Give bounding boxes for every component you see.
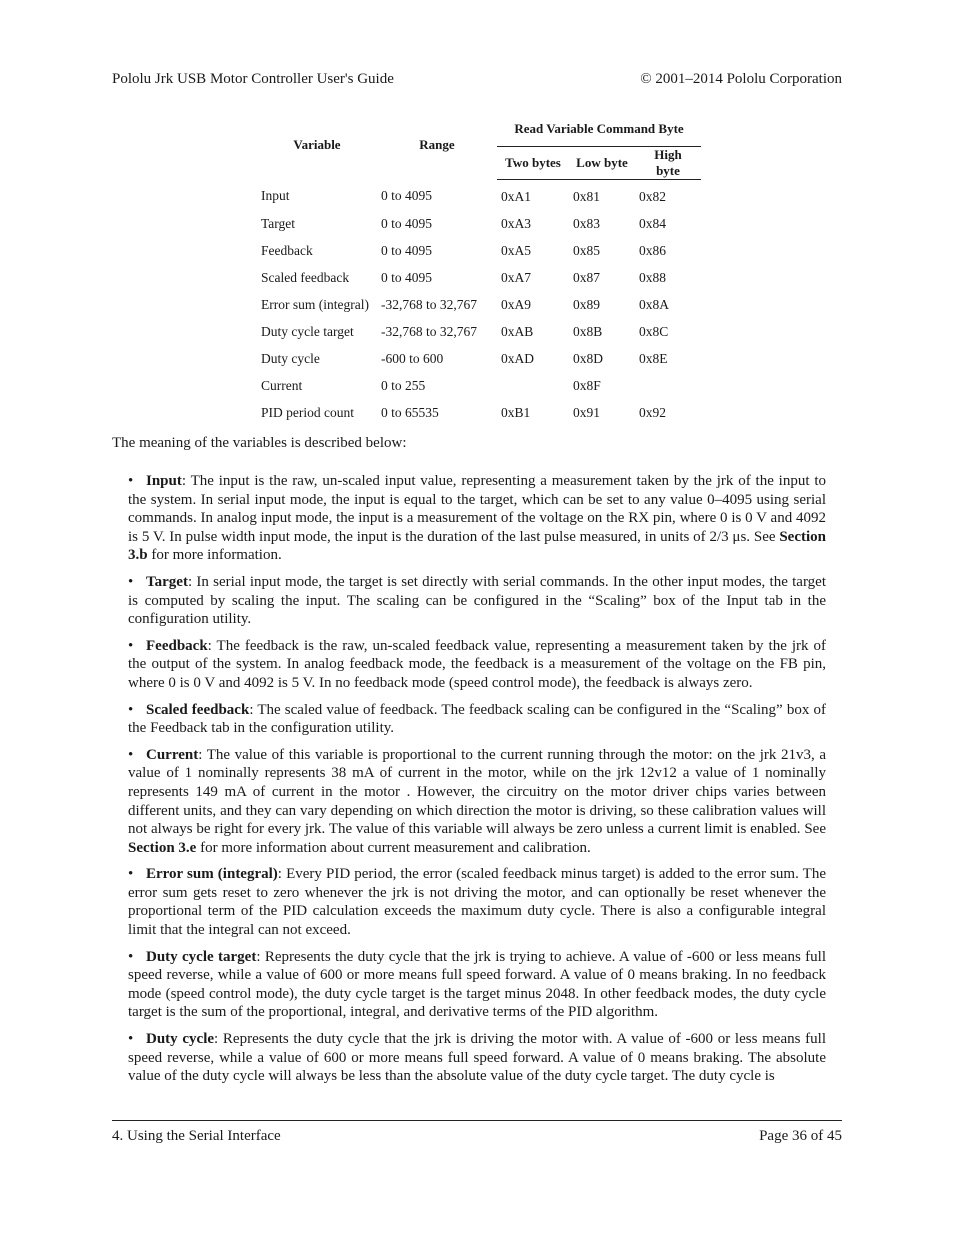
col-header-variable: Variable — [293, 136, 341, 152]
table-cell: 0x8B — [573, 324, 603, 340]
description: : Represents the duty cycle that the jrk is driving the motor with. A value of -600 or less means full speed reverse, while a value of 600 or more means full speed forward. A value of 0 means braking. The absolute value of the duty cycle will always be less than the absolute value of the duty cycle target. The duty cycle is — [128, 1031, 826, 1085]
footer-divider — [112, 1120, 842, 1121]
table-cell: Scaled feedback — [261, 269, 350, 285]
table-row — [257, 373, 701, 400]
description: : Every PID period, the error (scaled feedback minus target) is added to the error sum. The error sum gets reset to zero whenever the jrk is not driving the motor, and can optionally be reset whenever the proportional term of the PID calculation exceeds the maximum duty cycle. There is also a configurable integral limit that the integral can not exceed. — [128, 866, 827, 939]
bullet-icon: • — [128, 473, 134, 489]
table-cell: 0x91 — [573, 405, 600, 421]
bullet-icon: • — [128, 948, 134, 965]
list-item — [128, 948, 826, 1022]
table-cell: Error sum (integral) — [261, 296, 369, 312]
list-item — [128, 865, 826, 939]
table-cell: 0 to 4095 — [381, 188, 433, 204]
table-row — [257, 346, 701, 373]
bullet-icon: • — [128, 573, 134, 590]
table-cell: 0x89 — [573, 296, 600, 312]
table-cell: 0 to 4095 — [381, 242, 433, 258]
description: : The value of this variable is proportional to the current running through the motor: on the jrk 21v3, a value of 1 nominally represents 38 mA of current in the motor, while on the jrk 12v12 a value of 1 nominally represents 149 mA of current in the motor . However, the circuitry on the motor driver chips varies between different units, and they can vary depending on which direction the motor is driving, so these calibration values will not always be right for every jrk. The value of this variable will always be zero unless a current limit is enabled. See — [128, 746, 826, 838]
table-cell — [497, 373, 569, 400]
bullet-icon: • — [128, 866, 134, 883]
list-item — [128, 701, 826, 738]
col-header-high-byte: High byte — [635, 147, 701, 180]
description: : In serial input mode, the target is set directly with serial commands. In the other input modes, the target is computed by scaling the input. The scaling can be configured in the “Scaling” box of the Input tab in the configuration utility. — [128, 573, 826, 628]
description-tail: for more information. — [147, 547, 282, 564]
term: Duty cycle target — [146, 948, 257, 965]
table-cell: Current — [261, 378, 303, 394]
table-row — [257, 291, 701, 318]
list-item — [128, 746, 826, 858]
bullet-icon: • — [128, 746, 134, 763]
list-item — [128, 1030, 826, 1086]
table-cell: 0 to 65535 — [381, 405, 439, 421]
table-row — [257, 237, 701, 264]
table-row — [257, 318, 701, 345]
col-header-range: Range — [419, 136, 455, 152]
table-cell: 0xB1 — [501, 405, 531, 421]
table-cell: 0x87 — [573, 269, 600, 285]
table-cell: 0xA9 — [501, 296, 531, 312]
table-cell: 0x81 — [573, 188, 600, 204]
footer-section: 4. Using the Serial Interface — [112, 1128, 281, 1144]
table-cell: 0 to 4095 — [381, 215, 433, 231]
table-row — [257, 180, 701, 211]
term: Error sum (integral) — [146, 866, 278, 883]
table-cell: 0x86 — [639, 242, 666, 258]
table-cell: 0xA3 — [501, 215, 531, 231]
table-cell: Duty cycle target — [261, 324, 354, 340]
term: Duty cycle — [146, 1031, 215, 1048]
term: Input — [146, 473, 182, 489]
bullet-icon: • — [128, 701, 134, 718]
table-cell: 0x88 — [639, 269, 666, 285]
page-number: Page 36 of 45 — [759, 1128, 842, 1144]
col-header-two-bytes: Two bytes — [497, 147, 569, 180]
table-cell: -32,768 to 32,767 — [381, 324, 477, 340]
col-group-header-command-byte: Read Variable Command Byte — [497, 110, 701, 147]
table-cell: 0x92 — [639, 405, 666, 421]
col-header-low-byte: Low byte — [569, 147, 635, 180]
list-item — [128, 472, 826, 565]
variables-intro: The meaning of the variables is described below: — [112, 435, 407, 451]
term: Feedback — [146, 637, 208, 654]
table-cell: 0 to 255 — [381, 378, 426, 394]
table-cell: 0xA5 — [501, 242, 531, 258]
description: : The scaled value of feedback. The feedback scaling can be configured in the “Scaling” box of the Feedback tab in the configuration utility. — [128, 701, 826, 737]
table-cell: Duty cycle — [261, 351, 320, 367]
table-cell: 0xA1 — [501, 188, 531, 204]
term: Scaled feedback — [146, 701, 250, 718]
copyright-notice: © 2001–2014 Pololu Corporation — [640, 71, 842, 87]
table-cell: Target — [261, 215, 296, 231]
description-tail: for more information about current measurement and calibration. — [196, 839, 591, 856]
term: Target — [146, 573, 188, 590]
description: : Represents the duty cycle that the jrk is trying to achieve. A value of -600 or less means full speed reverse, while a value of 600 or more means full speed forward. A value of 0 means braking. In no feedback mode (speed control mode), the duty cycle target is the target minus 2048. In other feedback modes, the duty cycle target is the sum of the proportional, integral, and derivative terms of the PID algorithm. — [128, 948, 826, 1021]
table-cell: 0x8A — [639, 296, 669, 312]
table-cell: 0x8D — [573, 351, 603, 367]
table-cell: 0xAB — [501, 324, 534, 340]
table-row — [257, 264, 701, 291]
table-cell: 0x8F — [573, 378, 601, 394]
table-cell: 0 to 4095 — [381, 269, 433, 285]
bullet-icon: • — [128, 1031, 134, 1048]
variables-table-body — [257, 180, 701, 427]
table-cell: -600 to 600 — [381, 351, 444, 367]
variables-table — [257, 110, 701, 427]
list-item — [128, 637, 826, 693]
description: : The feedback is the raw, un-scaled feedback value, representing a measurement taken by the jrk of the output of the system. In analog feedback mode, the feedback is a measurement of the voltage on the FB pin, where 0 is 0 V and 4092 is 5 V. In no feedback mode (speed control mode), the feedback is always zero. — [128, 637, 826, 691]
table-cell: -32,768 to 32,767 — [381, 296, 477, 312]
table-cell: Feedback — [261, 242, 313, 258]
table-cell: 0x8E — [639, 351, 668, 367]
table-cell: 0xA7 — [501, 269, 531, 285]
table-cell: 0x84 — [639, 215, 666, 231]
section-reference[interactable]: Section 3.b — [128, 528, 826, 564]
term: Current — [146, 746, 199, 763]
table-cell: 0x82 — [639, 188, 666, 204]
table-cell: 0xAD — [501, 351, 534, 367]
table-cell: PID period count — [261, 405, 354, 421]
description: : The input is the raw, un-scaled input value, representing a measurement taken by the jrk of the input to the system. In serial input mode, the input is equal to the target, which can be set to any value 0–4095 using serial commands. In analog input mode, the input is a measurement of the voltage on the RX pin, where 0 is 0 V and 4092 is 5 V. In pulse width input mode, the input is the duration of the last pulse measured, in units of 2/3 μs. See — [128, 473, 826, 545]
table-cell — [635, 373, 701, 400]
bullet-icon: • — [128, 637, 134, 654]
document-title: Pololu Jrk USB Motor Controller User's Guide — [112, 71, 394, 87]
table-cell: Input — [261, 188, 290, 204]
table-cell: 0x85 — [573, 242, 600, 258]
table-row — [257, 210, 701, 237]
variable-descriptions — [128, 472, 826, 1094]
table-cell: 0x8C — [639, 324, 669, 340]
table-row — [257, 400, 701, 427]
section-reference[interactable]: Section 3.e — [128, 839, 197, 856]
list-item — [128, 573, 826, 629]
table-cell: 0x83 — [573, 215, 600, 231]
